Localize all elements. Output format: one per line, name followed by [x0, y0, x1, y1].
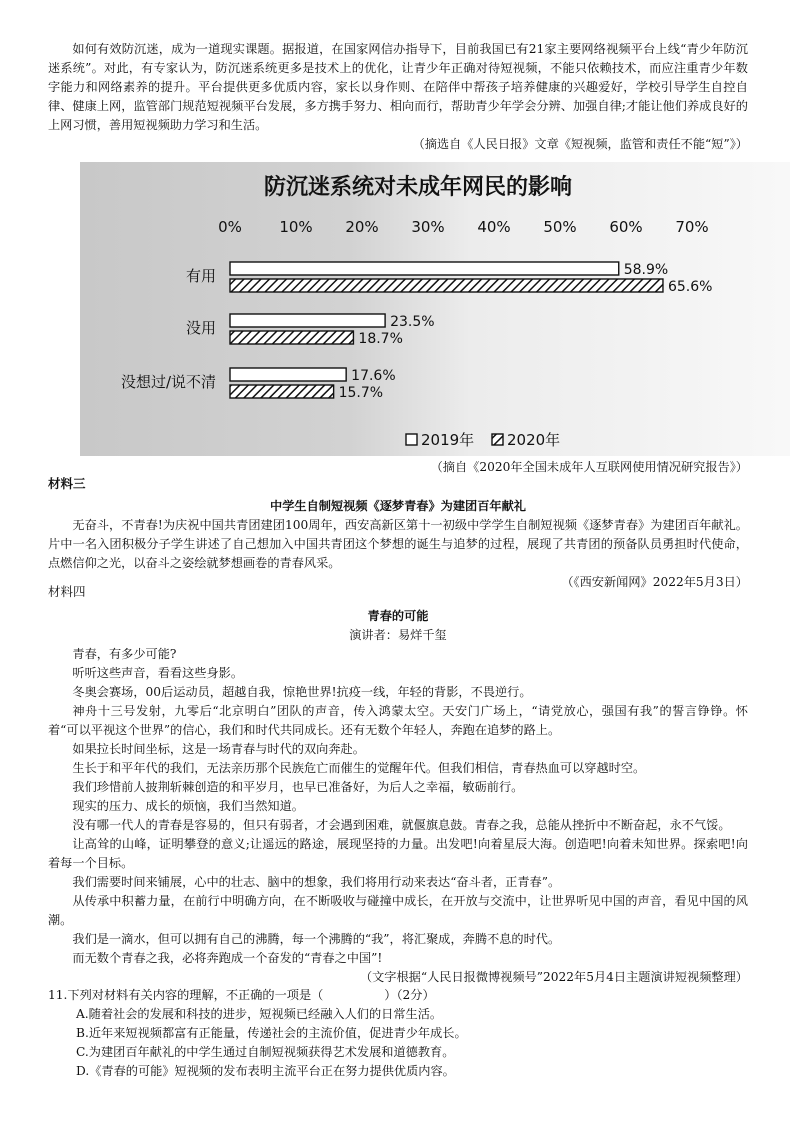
material3-block	[48, 474, 748, 592]
chart-container	[80, 162, 790, 456]
x-tick-label: 60%	[609, 218, 643, 236]
speech-paragraph: 如果拉长时间坐标，这是一场青春与时代的双向奔赴。	[72, 742, 365, 756]
speech-paragraph: 冬奥会赛场，00后运动员，超越自我，惊艳世界!抗疫一线，年轻的背影，不畏逆行。	[72, 685, 532, 699]
question-block	[48, 986, 748, 1081]
speech-paragraph: 青春，有多少可能?	[72, 647, 177, 661]
chart-title: 防沉迷系统对未成年网民的影响	[263, 175, 573, 200]
chart-source: （摘自《2020年全国未成年人互联网使用情况研究报告》）	[430, 460, 748, 474]
data-label: 58.9%	[623, 262, 669, 278]
speech-paragraph: 我们珍惜前人披荆斩棘创造的和平岁月，也早已准备好，为后人之幸福，敏砺前行。	[72, 780, 524, 794]
category-label: 没想过/说不清	[120, 373, 216, 391]
bar-2019	[230, 314, 385, 327]
material4-source: （文字根据“人民日报微博视频号”2022年5月4日主题演讲短视频整理）	[359, 970, 748, 984]
speech-paragraph: 神舟十三号发射，九零后“北京明白”团队的声音，传入鸿蒙太空。天安门广场上，“请党放心，强国有我”的誓言铮铮。怀着“可以平视这个世界”的信心，我们和时代共同成长。还有无数个年轻人，奔跑在追梦的路上。	[48, 704, 748, 737]
legend-label: 2019年	[421, 431, 475, 449]
bar-chart	[80, 162, 790, 456]
bar-2020	[230, 385, 334, 398]
speech-paragraph: 现实的压力、成长的烦恼，我们当然知道。	[72, 799, 304, 813]
category-label: 没用	[185, 319, 216, 337]
chart-block	[48, 158, 748, 477]
bar-2019	[230, 368, 346, 381]
material3-source: （《西安新闻网》2022年5月3日）	[561, 575, 748, 589]
data-label: 17.6%	[351, 368, 396, 384]
material4-paragraphs	[48, 645, 748, 968]
option-c[interactable]: C.为建团百年献礼的中学生通过自制短视频获得艺术发展和道德教育。	[76, 1045, 455, 1059]
data-label: 65.6%	[667, 279, 713, 295]
speech-paragraph: 生长于和平年代的我们，无法亲历那个民族危亡而催生的觉醒年代。但我们相信，青春热血可以穿越时空。	[72, 761, 646, 775]
material4-speaker: 演讲者：易烊千玺	[349, 628, 447, 642]
bar-2020	[230, 279, 663, 292]
speech-paragraph: 让高耸的山峰，证明攀登的意义;让遥远的路途，展现坚持的力量。出发吧!向着星辰大海。创造吧!向着未知世界。探索吧!向着每一个目标。	[48, 837, 748, 870]
option-b[interactable]: B.近年来短视频都富有正能量，传递社会的主流价值，促进青少年成长。	[76, 1026, 467, 1040]
x-tick-label: 50%	[543, 218, 577, 236]
x-tick-label: 20%	[345, 218, 379, 236]
legend-swatch	[406, 434, 417, 445]
option-a[interactable]: A.随着社会的发展和科技的进步，短视频已经融入人们的日常生活。	[76, 1007, 443, 1021]
speech-paragraph: 我们需要时间来铺展，心中的壮志、脑中的想象，我们将用行动来表达“奋斗者，正青春”。	[72, 875, 561, 889]
material3-label: 材料三	[48, 476, 86, 491]
x-tick-label: 10%	[279, 218, 313, 236]
material4-block	[48, 582, 748, 987]
question-stem: 11.下列对材料有关内容的理解，不正确的一项是（ ）（2分）	[48, 988, 435, 1002]
data-label: 18.7%	[358, 331, 403, 347]
speech-paragraph: 从传承中积蓄力量，在前行中明确方向，在不断吸收与碰撞中成长，在开放与交流中，让世界听见中国的声音，看见中国的风潮。	[48, 894, 748, 927]
material3-paragraph: 无奋斗，不青春!为庆祝中国共青团建团100周年，西安高新区第十一初级中学学生自制短视频《逐梦青春》为建团百年献礼。片中一名入团积极分子学生讲述了自己想加入中国共青团这个梦想的诞生与追梦的过程，展现了共青团的预备队员勇担时代使命，点燃信仰之光，以奋斗之姿绘就梦想画卷的青春风采。	[48, 518, 748, 570]
category-label: 有用	[185, 267, 216, 285]
material2-paragraph: 如何有效防沉迷，成为一道现实课题。据报道，在国家网信办指导下，目前我国已有21家主要网络视频平台上线“青少年防沉迷系统”。对此，有专家认为，防沉迷系统更多是技术上的优化，让青少年正确对待短视频，不能只依赖技术，而应注重青少年数字能力和网络素养的提升。平台提供更多优质内容，家长以身作则、在陪伴中帮孩子培养健康的兴趣爱好，学校引导学生自控自律、健康上网，监管部门规范短视频平台发展，多方携手努力、相向而行，帮助青少年学会分辨、加强自律;才能让他们养成良好的上网习惯，善用短视频助力学习和生活。	[48, 42, 748, 132]
legend-swatch	[492, 434, 503, 445]
chart-background	[80, 162, 790, 456]
data-label: 23.5%	[390, 314, 435, 330]
x-tick-label: 70%	[675, 218, 709, 236]
material4-title: 青春的可能	[367, 609, 429, 623]
legend-label: 2020年	[507, 431, 561, 449]
data-label: 15.7%	[338, 385, 384, 401]
bar-2020	[230, 331, 353, 344]
speech-paragraph: 而无数个青春之我，必将奔跑成一个奋发的“青春之中国”!	[72, 951, 383, 965]
bar-2019	[230, 262, 619, 275]
material2-source: （摘选自《人民日报》文章《短视频，监管和责任不能“短”》）	[412, 137, 748, 151]
material4-label: 材料四	[48, 584, 86, 599]
speech-paragraph: 我们是一滴水，但可以拥有自己的沸腾，每一个沸腾的“我”，将汇聚成，奔腾不息的时代。	[72, 932, 561, 946]
x-tick-label: 40%	[477, 218, 511, 236]
material3-title: 中学生自制短视频《逐梦青春》为建团百年献礼	[270, 499, 526, 513]
speech-paragraph: 没有哪一代人的青春是容易的，但只有弱者，才会遇到困难，就偃旗息鼓。青春之我，总能从挫折中不断奋起，永不气馁。	[72, 818, 731, 832]
x-tick-label: 0%	[218, 218, 242, 236]
material2-block	[48, 40, 748, 154]
speech-paragraph: 听听这些声音，看看这些身影。	[72, 666, 244, 680]
x-tick-label: 30%	[411, 218, 445, 236]
option-d[interactable]: D.《青春的可能》短视频的发布表明主流平台正在努力提供优质内容。	[76, 1064, 455, 1078]
